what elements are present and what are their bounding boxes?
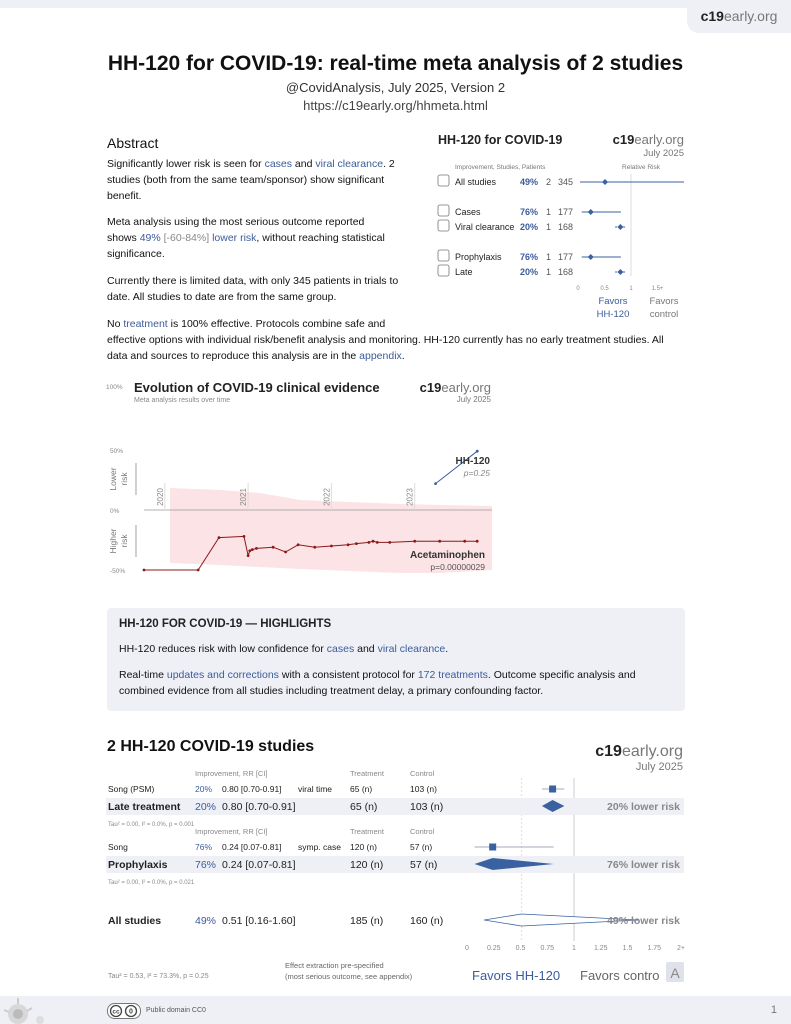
evolution-year-label: 2021 xyxy=(239,488,249,506)
heterogeneity-text: Tau² = 0.00, I² = 0.0%, p = 0.021 xyxy=(108,880,195,886)
pooled-pct: 76% xyxy=(195,859,217,871)
summary-col-rr: Relative Risk xyxy=(622,164,660,171)
page-title: HH-120 for COVID-19: real-time meta analysis of 2 studies xyxy=(107,52,684,75)
summary-row-studies: 1 xyxy=(546,252,552,262)
summary-row-label: All studies xyxy=(455,177,497,187)
all-studies-rr: 0.51 [0.16-1.60] xyxy=(222,915,296,927)
studies-col-improvement: Improvement, RR [CI] xyxy=(195,769,268,778)
study-treatment: 65 (n) xyxy=(350,784,373,794)
abstract-p4c: data and sources to reproduce this analysis are in the appendix. xyxy=(107,350,405,362)
higher-risk-label: Higher xyxy=(108,528,118,554)
summary-tick: 1 xyxy=(629,286,633,292)
summary-row-patients: 177 xyxy=(558,252,574,262)
summary-col-improvement: Improvement, Studies, Patients xyxy=(455,164,546,171)
summary-point xyxy=(617,269,623,275)
studies-col-improvement: Improvement, RR [CI] xyxy=(195,827,268,836)
pooled-row-bg xyxy=(106,856,684,873)
study-rr: 0.80 [0.70-0.91] xyxy=(222,784,282,794)
pooled-treatment: 65 (n) xyxy=(350,801,378,813)
acetaminophen-point xyxy=(143,569,146,572)
extraction-note: (most serious outcome, see appendix) xyxy=(285,972,413,981)
updates-link[interactable]: updates and corrections xyxy=(166,669,279,681)
study-treatment: 120 (n) xyxy=(350,842,377,852)
highlights-p2b: combined evidence from all studies including treatment delay, a primary confounding factor. xyxy=(119,685,544,697)
acetaminophen-point xyxy=(372,540,375,543)
study-control: 57 (n) xyxy=(410,842,433,852)
evolution-y-tick: 50% xyxy=(110,448,124,455)
summary-row-pct: 76% xyxy=(520,252,539,262)
treatments-link[interactable]: 172 treatments xyxy=(417,669,488,681)
studies-col-control: Control xyxy=(410,827,435,836)
summary-row-studies: 1 xyxy=(546,222,552,232)
acetaminophen-point xyxy=(284,551,287,554)
favors-hh120-label: Favors HH-120 xyxy=(472,968,561,983)
abstract-p4b: effective options with individual risk/benefit analysis and monitoring. HH-120 currently has no early treatment studies. All xyxy=(107,334,664,346)
heterogeneity-text: Tau² = 0.00, I² = 0.0%, p = 0.001 xyxy=(108,822,195,828)
summary-row-pct: 20% xyxy=(520,267,539,277)
abstract-p1: Significantly lower risk is seen for cases and viral clearance. 2 studies (both from the same team/sponsor) show significant benefit. xyxy=(107,158,395,202)
summary-row-patients: 177 xyxy=(558,207,574,217)
evolution-year-label: 2022 xyxy=(322,488,332,506)
all-studies-pct: 49% xyxy=(195,915,217,927)
evolution-year-label: 2023 xyxy=(405,488,415,506)
acetaminophen-point xyxy=(218,536,221,539)
forest-tick: 0.75 xyxy=(540,945,555,952)
hl-cases-link[interactable]: cases xyxy=(326,643,355,655)
forest-tick: 0.5 xyxy=(515,945,526,952)
acetaminophen-point xyxy=(243,535,246,538)
pooled-control: 103 (n) xyxy=(410,801,444,813)
acetaminophen-point xyxy=(248,549,251,552)
top-bar xyxy=(0,0,791,8)
study-name: Song xyxy=(108,842,128,852)
grade-badge-text: A xyxy=(670,965,680,981)
page-url[interactable]: https://c19early.org/hhmeta.html xyxy=(303,98,488,113)
study-pct: 76% xyxy=(195,842,213,852)
acetaminophen-point xyxy=(255,547,258,550)
cc0-badge-icon[interactable] xyxy=(107,1003,141,1019)
acetaminophen-point xyxy=(438,540,441,543)
study-marker xyxy=(549,786,556,793)
summary-row-studies: 2 xyxy=(546,177,552,187)
summary-row-studies: 1 xyxy=(546,207,552,217)
site-logo[interactable]: c19early.org xyxy=(687,0,791,33)
study-name: Song (PSM) xyxy=(108,784,155,794)
summary-row-label: Viral clearance xyxy=(455,222,515,232)
cases-link[interactable]: cases xyxy=(264,158,292,170)
abstract-p4a: No treatment is 100% effective. Protocols combine safe and xyxy=(107,318,386,330)
studies-date: July 2025 xyxy=(635,761,683,773)
forest-tick: 1 xyxy=(572,945,576,952)
summary-tick: 0 xyxy=(576,286,580,292)
acetaminophen-point xyxy=(197,569,200,572)
summary-point xyxy=(588,254,594,260)
studies-col-control: Control xyxy=(410,769,435,778)
acetaminophen-point xyxy=(388,541,391,544)
study-outcome: symp. case xyxy=(298,842,341,852)
highlights-p2a: Real-time updates and corrections with a consistent protocol for 172 treatments. Outcome specific analysis and xyxy=(119,669,636,681)
virus-decoration-icon xyxy=(0,992,60,1024)
evolution-title: Evolution of COVID-19 clinical evidence xyxy=(134,380,380,395)
acetaminophen-point xyxy=(413,540,416,543)
hh120-point xyxy=(476,450,479,453)
forest-tick: 0 xyxy=(465,945,469,952)
summary-point xyxy=(602,179,608,185)
acetaminophen-point xyxy=(251,548,254,551)
acetaminophen-point xyxy=(347,543,350,546)
studies-brand: c19early.org xyxy=(595,743,683,760)
studies-col-treatment: Treatment xyxy=(350,827,384,836)
pooled-rr: 0.24 [0.07-0.81] xyxy=(222,859,296,871)
lower-risk-link[interactable]: lower risk xyxy=(212,232,257,244)
shield-icon xyxy=(438,250,449,261)
evolution-subtitle: Meta analysis results over time xyxy=(134,397,231,404)
summary-row-patients: 345 xyxy=(558,177,574,187)
hl-viral-link[interactable]: viral clearance xyxy=(377,643,446,655)
summary-row-label: Cases xyxy=(455,207,481,217)
hh120-point xyxy=(434,482,437,485)
pooled-lower-risk: 76% lower risk xyxy=(607,859,680,871)
pooled-rr: 0.80 [0.70-0.91] xyxy=(222,801,296,813)
license-text: Public domain CC0 xyxy=(146,1007,206,1014)
acetaminophen-point xyxy=(247,554,250,557)
abstract-p3: Currently there is limited data, with only 345 patients in trials to date. All studies to date are from the same group. xyxy=(107,275,399,303)
study-rr: 0.24 [0.07-0.81] xyxy=(222,842,282,852)
virus-icon xyxy=(438,220,449,231)
summary-brand: c19early.org xyxy=(612,132,684,147)
summary-row-label: Late xyxy=(455,267,473,277)
acetaminophen-point xyxy=(476,540,479,543)
summary-row-pct: 76% xyxy=(520,207,539,217)
evolution-y-tick: 0% xyxy=(110,508,120,515)
highlights-panel xyxy=(107,608,685,711)
study-control: 103 (n) xyxy=(410,784,437,794)
forest-tick: 0.25 xyxy=(486,945,501,952)
summary-date: July 2025 xyxy=(643,148,684,159)
chart-icon xyxy=(438,175,449,186)
forest-tick: 1.75 xyxy=(647,945,662,952)
highlights-heading: HH-120 FOR COVID-19 — HIGHLIGHTS xyxy=(119,618,332,630)
favors-control-label: Favors contro xyxy=(580,968,660,983)
bed-icon xyxy=(438,265,449,276)
acetaminophen-point xyxy=(463,540,466,543)
forest-tick: 2+ xyxy=(677,945,685,952)
pooled-pct: 20% xyxy=(195,801,217,813)
svg-text:cc: cc xyxy=(112,1008,120,1016)
study-marker xyxy=(489,844,496,851)
all-studies-treatment: 185 (n) xyxy=(350,915,384,927)
abstract-p2: Meta analysis using the most serious outcome reported shows 49% [-60-84%] lower risk, without reaching statistical significance. xyxy=(107,216,385,260)
summary-point xyxy=(588,209,594,215)
evolution-chart xyxy=(100,375,500,580)
pooled-treatment: 120 (n) xyxy=(350,859,384,871)
favors-hh120-label: Favors xyxy=(598,296,628,307)
evolution-date: July 2025 xyxy=(456,395,491,404)
hh120-label: HH-120 xyxy=(455,456,490,467)
favors-control-label: control xyxy=(649,309,679,320)
summary-title: HH-120 for COVID-19 xyxy=(438,133,563,147)
pooled-row-bg xyxy=(106,798,684,815)
extraction-note: Effect extraction pre-specified xyxy=(285,961,384,970)
evolution-y-tick: -50% xyxy=(110,568,126,575)
higher-risk-label: risk xyxy=(119,534,129,548)
pooled-lower-risk: 20% lower risk xyxy=(607,801,680,813)
all-heterogeneity-text: Tau² = 0.53, I² = 73.3%, p = 0.25 xyxy=(108,973,209,980)
lower-risk-label: risk xyxy=(119,472,129,486)
acetaminophen-point xyxy=(330,545,333,548)
studies-forest-plot xyxy=(100,738,690,988)
all-studies-name: All studies xyxy=(108,915,162,927)
acetaminophen-point xyxy=(355,542,358,545)
acetaminophen-label: Acetaminophen xyxy=(409,550,485,561)
summary-tick: 1.5+ xyxy=(651,286,664,292)
evolution-year-label: 2020 xyxy=(155,488,165,506)
summary-row-label: Prophylaxis xyxy=(455,252,502,262)
highlights-p1: HH-120 reduces risk with low confidence for cases and viral clearance. xyxy=(119,643,449,655)
favors-control-label: Favors xyxy=(649,296,679,307)
viral-clearance-link[interactable]: viral clearance xyxy=(315,158,384,170)
forest-tick: 1.25 xyxy=(593,945,608,952)
abstract-heading: Abstract xyxy=(107,135,159,151)
study-outcome: viral time xyxy=(298,784,333,794)
treatment-link[interactable]: treatment xyxy=(123,318,168,330)
acetaminophen-point xyxy=(272,546,275,549)
appendix-link[interactable]: appendix xyxy=(359,350,402,362)
all-studies-control: 160 (n) xyxy=(410,915,444,927)
study-pct: 20% xyxy=(195,784,213,794)
evolution-brand: c19early.org xyxy=(419,380,491,395)
acetaminophen-point xyxy=(297,543,300,546)
svg-text:0: 0 xyxy=(129,1008,133,1016)
summary-tick: 0.5 xyxy=(600,286,609,292)
evolution-y-top: 100% xyxy=(106,384,123,391)
forest-tick: 1.5 xyxy=(622,945,633,952)
lower-risk-label: Lower xyxy=(108,467,118,491)
mask-icon xyxy=(438,205,449,216)
acetaminophen-point xyxy=(376,541,379,544)
studies-heading: 2 HH-120 COVID-19 studies xyxy=(107,738,315,755)
pooled-control: 57 (n) xyxy=(410,859,438,871)
pooled-name: Late treatment xyxy=(108,801,181,813)
summary-row-pct: 20% xyxy=(520,222,539,232)
page-number: 1 xyxy=(770,1004,777,1016)
studies-col-treatment: Treatment xyxy=(350,769,384,778)
all-studies-lower-risk: 49% lower risk xyxy=(607,915,680,927)
acetaminophen-point xyxy=(313,546,316,549)
byline: @CovidAnalysis, July 2025, Version 2 xyxy=(285,80,506,95)
hh120-pvalue: p=0.25 xyxy=(463,468,490,478)
acetaminophen-pvalue: p=0.00000029 xyxy=(430,562,485,572)
favors-hh120-label: HH-120 xyxy=(596,309,630,320)
acetaminophen-point xyxy=(368,541,371,544)
summary-row-patients: 168 xyxy=(558,267,574,277)
pooled-name: Prophylaxis xyxy=(108,859,168,871)
summary-point xyxy=(617,224,623,230)
summary-row-pct: 49% xyxy=(520,177,539,187)
summary-row-patients: 168 xyxy=(558,222,574,232)
summary-row-studies: 1 xyxy=(546,267,552,277)
summary-forest-chart xyxy=(430,126,688,326)
